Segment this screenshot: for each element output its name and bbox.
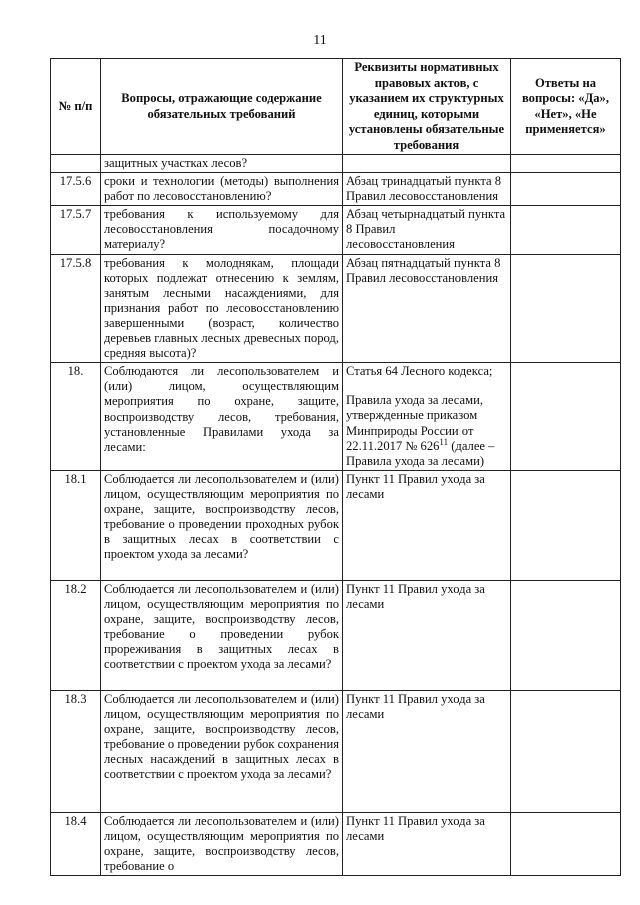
- row-num: 18.3: [51, 690, 101, 812]
- paragraph-gap: [346, 379, 507, 393]
- row-question: защитных участках лесов?: [101, 155, 343, 173]
- row-answer: [511, 173, 621, 206]
- requirements-table: [50, 58, 621, 876]
- row-num: 18.4: [51, 812, 101, 875]
- row-requisites-group: [343, 363, 511, 471]
- footnote-mark: 11: [439, 436, 449, 447]
- row-num: 17.5.6: [51, 173, 101, 206]
- row-requisites: Абзац тринадцатый пункта 8 Правил лесовосстановления: [343, 173, 511, 206]
- table-row: [51, 173, 621, 206]
- header-question: Вопросы, отражающие содержание обязательных требований: [101, 59, 343, 155]
- row-requisites: Пункт 11 Правил ухода за лесами: [343, 580, 511, 690]
- row-num: 17.5.8: [51, 254, 101, 363]
- row-answer: [511, 812, 621, 875]
- row-num: 18.2: [51, 580, 101, 690]
- table-row: [51, 812, 621, 875]
- table-row: [51, 470, 621, 580]
- row-num: [51, 155, 101, 173]
- row-question: Соблюдаются ли лесопользователем и (или) лицом, осуществляющим мероприятия по охране, защите, воспроизводству лесов, требования, установленные Правилами ухода за лесами:: [101, 363, 343, 471]
- header-requisites: Реквизиты нормативных правовых актов, с указанием их структурных единиц, которыми установлены обязательные требования: [343, 59, 511, 155]
- table-row: [51, 155, 621, 173]
- row-question: сроки и технологии (методы) выполнения работ по лесовосстановлению?: [101, 173, 343, 206]
- row-requisites: Пункт 11 Правил ухода за лесами: [343, 690, 511, 812]
- header-num: № п/п: [51, 59, 101, 155]
- table-row: [51, 206, 621, 254]
- row-answer: [511, 470, 621, 580]
- row-requisites: [343, 155, 511, 173]
- row-answer: [511, 206, 621, 254]
- table-row: [51, 580, 621, 690]
- row-question: требования к молоднякам, площади которых подлежат отнесению к землям, занятым лесными насаждениями, для признания работ по лесовосстановлению завершенными (возраст, количество деревьев главных лесных древесных пород, средняя высота)?: [101, 254, 343, 363]
- table-header-row: [51, 59, 621, 155]
- row-question: Соблюдается ли лесопользователем и (или) лицом, осуществляющим мероприятия по охране, защите, воспроизводству лесов, требование о проведении рубок сохранения лесных насаждений в защитных лесах в соответствии с проектом ухода за лесами?: [101, 690, 343, 812]
- row-question: требования к используемому для лесовосстановления посадочному материалу?: [101, 206, 343, 254]
- table-row: [51, 690, 621, 812]
- row-num: 18.1: [51, 470, 101, 580]
- row-num: 17.5.7: [51, 206, 101, 254]
- header-answers: Ответы на вопросы: «Да», «Нет», «Не применяется»: [511, 59, 621, 155]
- row-answer: [511, 580, 621, 690]
- row-answer: [511, 363, 621, 471]
- table-row: [51, 254, 621, 363]
- row-requisites: Статья 64 Лесного кодекса;: [346, 364, 493, 379]
- row-requisites: Абзац пятнадцатый пункта 8 Правил лесовосстановления: [343, 254, 511, 363]
- row-requisites: Пункт 11 Правил ухода за лесами: [343, 812, 511, 875]
- row-answer: [511, 155, 621, 173]
- page-number: 11: [313, 33, 327, 48]
- row-question: Соблюдается ли лесопользователем и (или) лицом, осуществляющим мероприятия по охране, защите, воспроизводству лесов, требование о: [101, 812, 343, 875]
- row-requisites: Абзац четырнадцатый пункта 8 Правил лесовосстановления: [343, 206, 511, 254]
- row-question: Соблюдается ли лесопользователем и (или) лицом, осуществляющим мероприятия по охране, защите, воспроизводству лесов, требование о проведении проходных рубок в защитных лесах в соответствии с проектом ухода за лесами?: [101, 470, 343, 580]
- row-answer: [511, 254, 621, 363]
- row-requisites-note: (далее – Правила ухода за лесами): [346, 438, 495, 468]
- row-num: 18.: [51, 363, 101, 471]
- row-requisites-rules: Правила ухода за лесами, утвержденные приказом Минприроды России от 22.11.2017 № 626: [346, 393, 483, 453]
- row-answer: [511, 690, 621, 812]
- row-question: Соблюдается ли лесопользователем и (или) лицом, осуществляющим мероприятия по охране, защите, воспроизводству лесов, требование о проведении рубок прореживания в защитных лесах в соответствии с проектом ухода за лесами?: [101, 580, 343, 690]
- table-row: [51, 363, 621, 471]
- row-requisites: Пункт 11 Правил ухода за лесами: [343, 470, 511, 580]
